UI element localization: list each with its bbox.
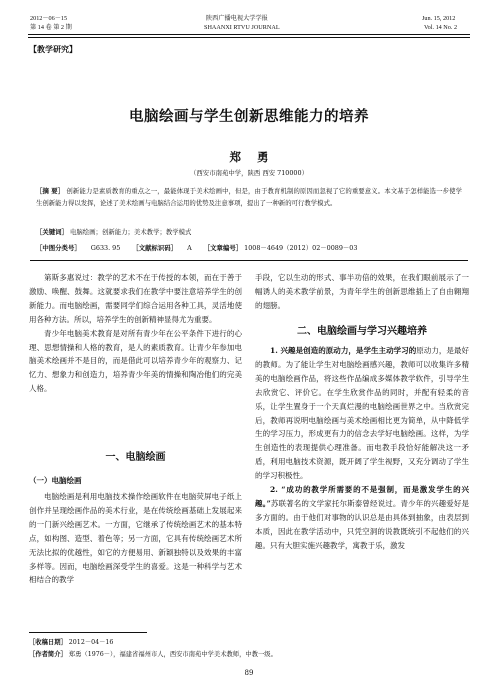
point-1-heading: 1. 兴趣是创造的原动力，是学生主动学习的	[270, 346, 417, 355]
section-1-body	[29, 490, 242, 587]
page-number: 89	[244, 669, 254, 677]
received-value: 2012－04－16	[68, 639, 114, 646]
keywords-label: ［关键词］	[36, 228, 68, 236]
intro-paragraph-2: 青少年电脑美术教育是对所有青少年在公平条件下进行的心理、思想情操和人格的教育，是人的素质教育。让青少年参加电脑美术绘画并不是目的，而是借此可以培养青少年的观察力、记忆力、想象力和创造力，培养青少年美的情操和陶冶他们的完美人格。	[29, 328, 242, 394]
author-bio-label: ［作者简介］	[29, 651, 67, 658]
point-2-text: 苏联著名的文学家托尔斯泰曾经说过。青少年的兴趣爱好是多方面的。由于他们对事物的认识总是由具体到抽象，由表层到本质，因此在教学活动中，只凭空洞的说教既统引不起他们的兴趣。只有大胆实施兴趣教学，寓教于乐，激发	[255, 498, 469, 550]
clc-value: G633. 95	[90, 244, 121, 252]
subsection-1-heading: （一）电脑绘画	[29, 476, 82, 485]
header-date: 2012－06－15	[30, 15, 68, 22]
section-2-heading: 二、电脑绘画与学习兴趣培养	[297, 326, 427, 337]
keywords	[36, 227, 191, 236]
footnote-author	[29, 649, 277, 661]
abstract-text: 创新能力是素质教育的重点之一，最能体现于美术绘画中，但是，由于教育机制的原因而忽视了它的重要意义。本文基于怎样能选一步使学生创新能力得以发挥，论述了美术绘画与电脑结合运用的优势及注意事项，提出了一种新的可行教学模式。	[36, 187, 463, 208]
section-1-paragraph: 电脑绘画是利用电脑技术操作绘画软件在电脑荧屏电子纸上创作并呈现绘画作品的美术行业，是在传统绘画基础上发展起来的一门新兴绘画艺术。一方面，它继承了传统绘画艺术的基本特点，如构图、造型、着色等；另一方面，它具有传统绘画艺术所无法比拟的优越性，如它的方便易用、新颖独特以及效果的丰富多样等。因而，电脑绘画深受学生的喜爱。这是一种科学与艺术相结合的教学	[29, 492, 242, 585]
abstract-label: ［摘 要］	[36, 187, 65, 195]
section-tag: 【教学研究】	[29, 44, 77, 54]
header-volume-cn: 第 14 卷 第 2 期	[30, 24, 72, 31]
author-bio-value: 郑勇（1976－），福建省福州市人，西安市南苑中学美术教师，中教一级。	[68, 651, 277, 658]
received-label: ［收稿日期］	[29, 639, 67, 646]
abstract	[36, 185, 462, 210]
classification-line	[36, 243, 357, 252]
keywords-text: 电脑绘画；创新能力；美术教学；教学模式	[70, 228, 192, 236]
paper-title: 电脑绘画与学生创新思维能力的培养	[129, 108, 369, 125]
header-journal-en: SHAANXI RTVU JOURNAL	[204, 24, 280, 31]
clc-label: ［中图分类号］	[36, 244, 81, 252]
header-rule-thick	[28, 34, 470, 35]
doc-code-value: A	[187, 244, 192, 252]
header-rule-thin	[28, 37, 470, 38]
abstract-rule	[30, 260, 468, 261]
footnote-rule	[29, 632, 147, 633]
point-2-paragraph	[255, 483, 469, 553]
header-journal-cn: 陕西广播电视大学学报	[206, 15, 268, 22]
right-column-body	[255, 344, 469, 553]
left-column	[29, 271, 242, 396]
header-date-en: Jun. 15, 2012	[422, 15, 456, 22]
intro-paragraph-1: 第斯多惠说过：教学的艺术不在于传授的本领，而在于善于激励、唤醒、鼓舞。这就要求我们在教学中要注意培养学生的创新能力。而电脑绘画，需要同学们综合运用各种工具，灵活地使用各种方法。所以，培养学生的创新精神显得尤为重要。	[29, 273, 242, 324]
point-2-heading: 2. “成功的教学所需要的不是强制，而是激发学生的兴趣。”	[255, 485, 469, 508]
author-name: 郑 勇	[229, 150, 275, 164]
article-number-value: 1008－4649（2012）02－0089－03	[244, 244, 358, 252]
doc-code-label: ［文献标识码］	[132, 244, 178, 252]
footnote-received	[29, 637, 113, 649]
right-column-top	[255, 271, 469, 313]
point-1-text: 原动力，是最好的教师。为了能让学生对电脑绘画感兴趣，教师可以收集许多精美的电脑绘画作品，将这些作品编成多媒体教学软件，引导学生去欣赏它、评价它。在学生欣赏作品的同时，并配有轻柔的音乐，让学生置身于一个天真烂漫的电脑绘画世界之中。当欣赏完后，教师再说明电脑绘画与美术绘画相比更为简单，从中降低学生的学习压力，形成更有力的信念去学好电脑绘画。这样，为学生创造性的表现提供心理准备。而电教手段恰好能解决这一矛盾，利用电脑技术资源，既开阔了学生视野，又充分调动了学生的学习积极性。	[255, 346, 470, 481]
continuation-paragraph: 手段，它以生动的形式、事半功倍的效果，在我们眼前展示了一幅诱人的美术教学前景，为青年学生的创新思维插上了自由翱翔的翅膀。	[255, 273, 469, 310]
section-1-heading: 一、电脑绘画	[105, 452, 166, 463]
article-number-label: ［文章编号］	[203, 244, 243, 252]
point-1-paragraph	[255, 344, 469, 483]
author-affiliation: （西安市南苑中学，陕西 西安 710000）	[190, 169, 308, 177]
header-volume-en: Vol. 14 No. 2	[424, 24, 458, 31]
